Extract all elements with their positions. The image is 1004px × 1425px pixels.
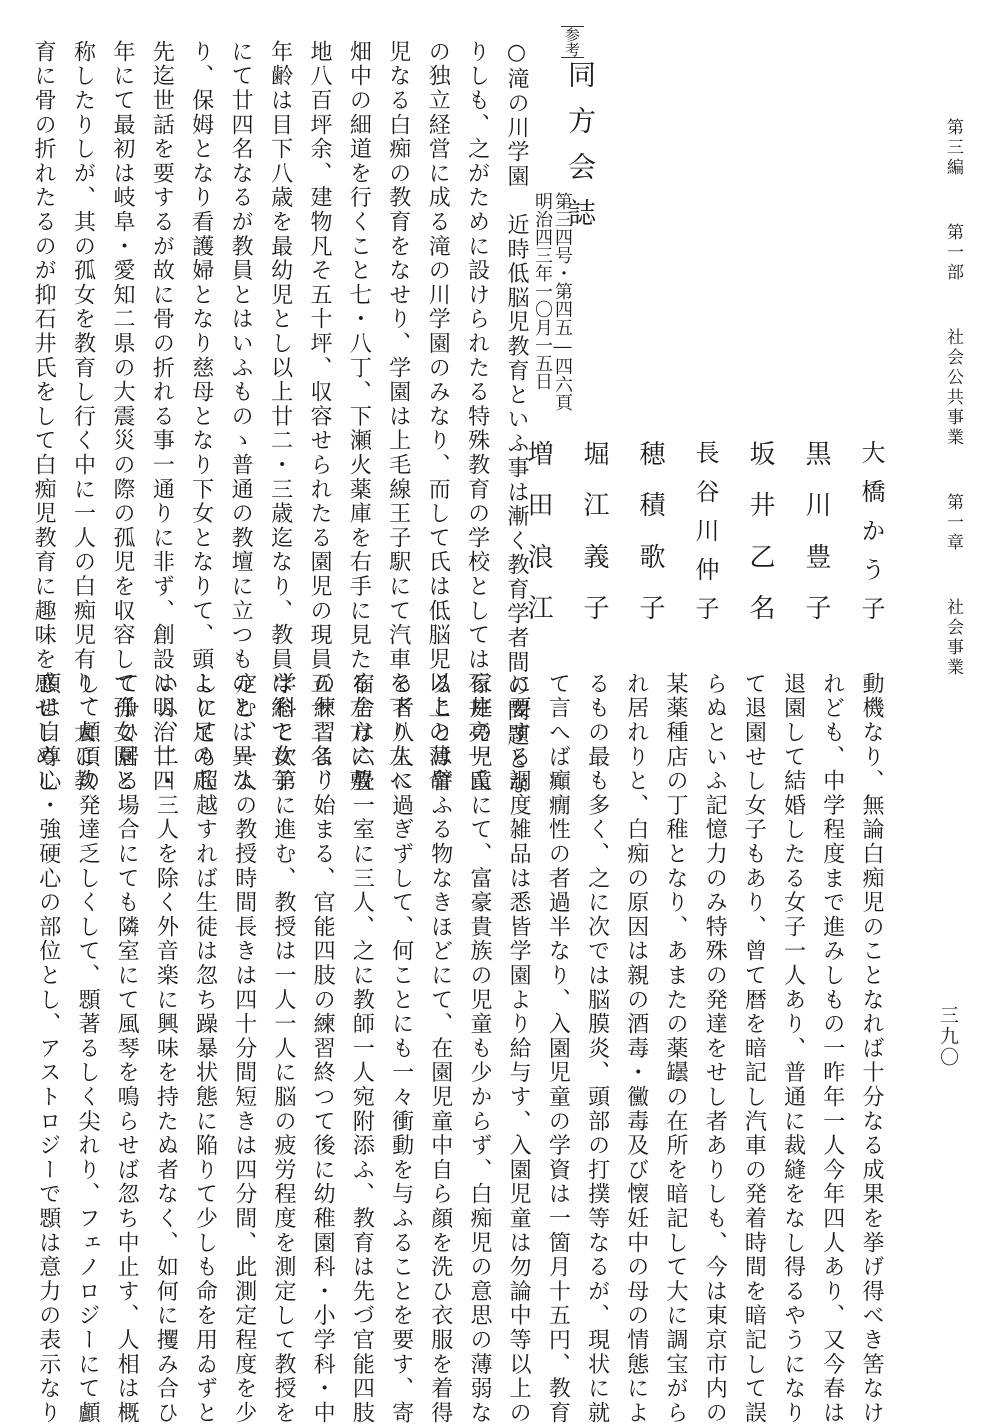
text-column: る者八人に過ぎずして、何ことにも一々衝動を与ふることを要す、寄	[388, 672, 414, 1425]
text-column: 畑中の細道を行くこと七・八丁、下瀬火薬庫を右手に見たる左方に敷	[346, 40, 372, 794]
article-body-top	[24, 40, 536, 797]
text-column: れ居れりと、白痴の原因は親の酒毒・黴毒及び懐妊中の母の情態によ	[623, 672, 649, 1425]
author-name: 黒 川 豊 子	[801, 440, 831, 620]
text-column: 宿舎は六畳一室に三人、之に教師一人宛附添ふ、教育は先づ官能四肢	[349, 672, 375, 1425]
text-column: の練習より始まる、官能四肢の練習終つて後に幼稚園科・小学科・中	[310, 672, 336, 1425]
text-column: にて廿四名なるが教員とはいふものゝ普通の教壇に立つものとは異な	[228, 40, 254, 794]
citation-issue: 第三四号・第四五―四六頁	[552, 192, 573, 411]
text-column: るもの最も多く、之に次では脳膜炎、頭部の打撲等なるが、現状に就	[584, 672, 610, 1425]
text-column: りしも、之がために設けられたる特殊教育の学校としては石井亮一氏	[464, 40, 490, 794]
text-column: 年齢は目下八歳を最幼児とし以上廿二・三歳迄なり、教員は総て女子	[267, 40, 293, 794]
text-column: しにても超越すれば生徒は忽ち躁暴状態に陥りて少しも命を用ゐずと	[192, 672, 218, 1425]
running-head-part: 社会事業	[943, 598, 963, 678]
text-column: いふ、二・三人を除く外音楽に興味を持たぬ者なく、如何に攫み合ひ	[153, 672, 179, 1425]
text-column: 定む、一人の教授時間長きは四十分間短きは四分間、此測定程度を少	[231, 672, 257, 1425]
text-column: に要する調度雑品は悉皆学園より給与す、入園児童は勿論中等以上の	[506, 672, 532, 1425]
text-column: 某薬種店の丁稚となり、あまたの薬罎の在所を暗記して大に調宝がら	[662, 672, 688, 1425]
citation-date: 明治四三年一〇月一五日	[532, 192, 553, 390]
running-head-part: 第一章	[943, 493, 963, 553]
running-head-part: 社会公共事業	[943, 328, 963, 448]
text-column: 頂は自尊心・強硬心の部位とし、アストロジーで顋は意力の表示なり	[35, 672, 61, 1425]
journal-title: 同方会誌	[564, 60, 597, 244]
text-column: て言へば癲癇性の者過半なり、入園児童の学資は一箇月十五円、教育	[545, 672, 571, 1425]
text-column: 地八百坪余、建物凡そ五十坪、収容せられたる園児の現員五十二名、	[306, 40, 332, 794]
text-column: らぬといふ記憶力のみ特殊の発達をせし者ありしも、今は東京市内の	[702, 672, 728, 1425]
text-column: ○滝の川学園 近時低脳児教育といふ事は漸く教育学者間の問題とな	[504, 40, 529, 797]
text-column: の独立経営に成る滝の川学園のみなり、而して氏は低脳児以上の薄命	[425, 40, 451, 794]
author-name: 増 田 浪 江	[523, 440, 553, 620]
running-head	[941, 118, 966, 700]
text-column: 先迄世話を要するが故に骨の折れる事一通りに非ず、創設は明治廿四	[149, 40, 175, 794]
running-head-part: 第一部	[943, 223, 963, 283]
running-head-part: 第三編	[943, 118, 963, 178]
text-column: 学科と次第に進む、教授は一人一人に脳の疲労程度を測定して教授を	[270, 672, 296, 1425]
author-name: 穂 積 歌 子	[635, 440, 665, 620]
author-name: 堀 江 義 子	[579, 440, 609, 620]
article-body-bottom	[29, 672, 891, 1425]
author-name: 坂 井 乙 名	[745, 440, 775, 620]
text-column: て退園せし女子もあり、曾て暦を暗記し汽車の発着時間を暗記して誤	[741, 672, 767, 1425]
page-number: 三九〇	[937, 1005, 959, 1068]
text-column: て争ひ居る場合にても隣室にて風琴を鳴らせば忽ち中止す、人相は概	[114, 672, 140, 1425]
text-column: 児なる白痴の教育をなせり、学園は上毛線王子駅にて汽車を下り左へ	[385, 40, 411, 794]
text-column: 退園して結婚したる女子一人あり、普通に裁縫をなし得るやうになり	[780, 672, 806, 1425]
text-column: 称したりしが、其の孤女を教育し行く中に一人の白痴児有り、大に教	[70, 40, 96, 794]
author-name: 長 谷 川 仲 子	[691, 440, 719, 620]
text-column: 育に骨の折れたるのが抑石井氏をして白痴児教育に趣味を感ぜしめし	[31, 40, 57, 794]
text-column: ることは譬ふる物なきほどにて、在園児童中自ら顔を洗ひ衣服を着得	[427, 672, 453, 1425]
text-column: れども、中学程度まで進みしもの一昨年一人今年四人あり、又今春は	[819, 672, 845, 1425]
text-column: 動機なり、無論白痴児のことなれば十分なる成果を挙げ得べき筈なけ	[859, 672, 884, 1425]
author-list	[520, 440, 889, 620]
author-name: 大 橋 か う 子	[857, 440, 885, 620]
text-column: 年にて最初は岐阜・愛知二県の大震災の際の孤児を収容して孤女園と	[109, 40, 135, 794]
text-column: り、保姆となり看護婦となり慈母となり下女となりて、頭より足の爪	[188, 40, 214, 794]
text-column: 家庭の児童にて、富豪貴族の児童も少からず、白痴児の意思の薄弱な	[466, 672, 492, 1425]
text-column: して顱頂の発達乏しくして、顋著るしく尖れり、フェノロジーにて顱	[74, 672, 100, 1425]
reference-label: 参考	[561, 26, 584, 58]
